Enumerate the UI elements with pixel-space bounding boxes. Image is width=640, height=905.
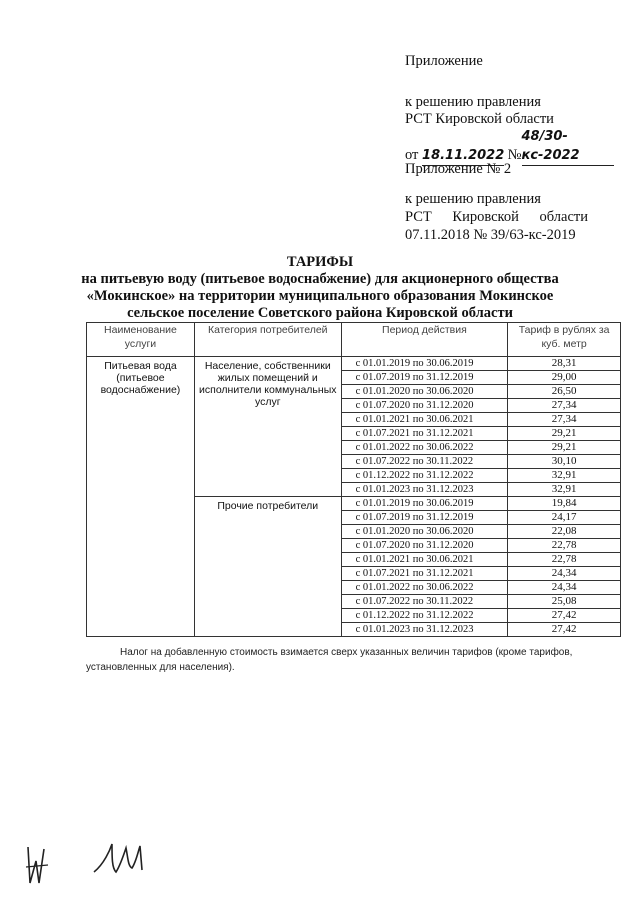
title-line3: «Мокинское» на территории муниципального образования Мокинское <box>86 288 554 304</box>
ot-label: от <box>405 147 419 163</box>
tariff-cell: 29,21 <box>508 441 621 455</box>
number-label: № <box>507 147 522 163</box>
period-cell: с 01.07.2020 по 31.12.2020 <box>341 539 508 553</box>
tariff-cell: 27,34 <box>508 413 621 427</box>
tariff-cell: 32,91 <box>508 483 621 497</box>
header-service: Наименование услуги <box>87 323 195 357</box>
tariff-cell: 19,84 <box>508 497 621 511</box>
tariff-cell: 29,00 <box>508 371 621 385</box>
vat-note: Налог на добавленную стоимость взимается сверх указанных величин тарифов (кроме тарифов, установленных для населения). <box>86 647 573 673</box>
period-cell: с 01.01.2021 по 30.06.2021 <box>341 413 508 427</box>
period-cell: с 01.01.2022 по 30.06.2022 <box>341 441 508 455</box>
tariff-cell: 25,08 <box>508 595 621 609</box>
period-cell: с 01.01.2023 по 31.12.2023 <box>341 623 508 637</box>
tariff-cell: 28,31 <box>508 357 621 371</box>
tariff-cell: 22,78 <box>508 553 621 567</box>
decision2-line1: к решению правления <box>405 191 541 207</box>
table-row <box>87 357 621 371</box>
period-cell: с 01.07.2022 по 30.11.2022 <box>341 455 508 469</box>
tariff-table <box>86 322 621 637</box>
handwritten-date: 18.11.2022 <box>422 146 504 166</box>
period-cell: с 01.01.2020 по 30.06.2020 <box>341 525 508 539</box>
period-cell: с 01.12.2022 по 31.12.2022 <box>341 469 508 483</box>
tariff-cell: 27,34 <box>508 399 621 413</box>
period-cell: с 01.07.2021 по 31.12.2021 <box>341 567 508 581</box>
period-cell: с 01.01.2021 по 30.06.2021 <box>341 553 508 567</box>
decision2-line2 <box>405 208 588 227</box>
handwritten-initial-icon <box>22 843 52 889</box>
decision-line1: к решению правления <box>405 94 541 110</box>
tariff-cell: 24,34 <box>508 581 621 595</box>
handwritten-signature-icon <box>90 838 150 878</box>
tariff-cell: 24,17 <box>508 511 621 525</box>
tariff-cell: 27,42 <box>508 609 621 623</box>
tariff-cell: 30,10 <box>508 455 621 469</box>
tariff-cell: 22,08 <box>508 525 621 539</box>
decision2-word: области <box>539 209 588 225</box>
period-cell: с 01.12.2022 по 31.12.2022 <box>341 609 508 623</box>
tariff-cell: 29,21 <box>508 427 621 441</box>
period-cell: с 01.07.2021 по 31.12.2021 <box>341 427 508 441</box>
period-cell: с 01.07.2022 по 30.11.2022 <box>341 595 508 609</box>
service-cell: Питьевая вода (питьевое водоснабжение) <box>87 357 195 637</box>
period-cell: с 01.01.2019 по 30.06.2019 <box>341 357 508 371</box>
decision2-line3: 07.11.2018 № 39/63-кс-2019 <box>405 227 576 243</box>
appendix2-label: Приложение № 2 <box>405 161 512 177</box>
tariff-cell: 32,91 <box>508 469 621 483</box>
appendix-label: Приложение <box>405 53 483 69</box>
header-category: Категория потребителей <box>194 323 341 357</box>
period-cell: с 01.07.2019 по 31.12.2019 <box>341 371 508 385</box>
decision-line2: РСТ Кировской области <box>405 111 554 127</box>
tariff-cell: 24,34 <box>508 567 621 581</box>
period-cell: с 01.01.2022 по 30.06.2022 <box>341 581 508 595</box>
period-cell: с 01.01.2019 по 30.06.2019 <box>341 497 508 511</box>
category-cell: Прочие потребители <box>194 497 341 637</box>
period-cell: с 01.01.2023 по 31.12.2023 <box>341 483 508 497</box>
tariff-cell: 26,50 <box>508 385 621 399</box>
title-line4: сельское поселение Советского района Кировской области <box>127 305 513 321</box>
title-line2: на питьевую воду (питьевое водоснабжение) для акционерного общества <box>81 271 559 287</box>
handwritten-number: 48/30-кс-2022 <box>522 127 614 166</box>
period-cell: с 01.07.2019 по 31.12.2019 <box>341 511 508 525</box>
period-cell: с 01.07.2020 по 31.12.2020 <box>341 399 508 413</box>
category-cell: Население, собственники жилых помещений и исполнители коммунальных услуг <box>194 357 341 497</box>
header-period: Период действия <box>341 323 508 357</box>
period-cell: с 01.01.2020 по 30.06.2020 <box>341 385 508 399</box>
title-heading: ТАРИФЫ <box>286 254 354 270</box>
header-tariff: Тариф в рублях за куб. метр <box>508 323 621 357</box>
decision2-word: РСТ <box>405 209 432 225</box>
tariff-cell: 27,42 <box>508 623 621 637</box>
table-header-row <box>87 323 621 357</box>
decision2-word: Кировской <box>452 209 519 225</box>
tariff-cell: 22,78 <box>508 539 621 553</box>
